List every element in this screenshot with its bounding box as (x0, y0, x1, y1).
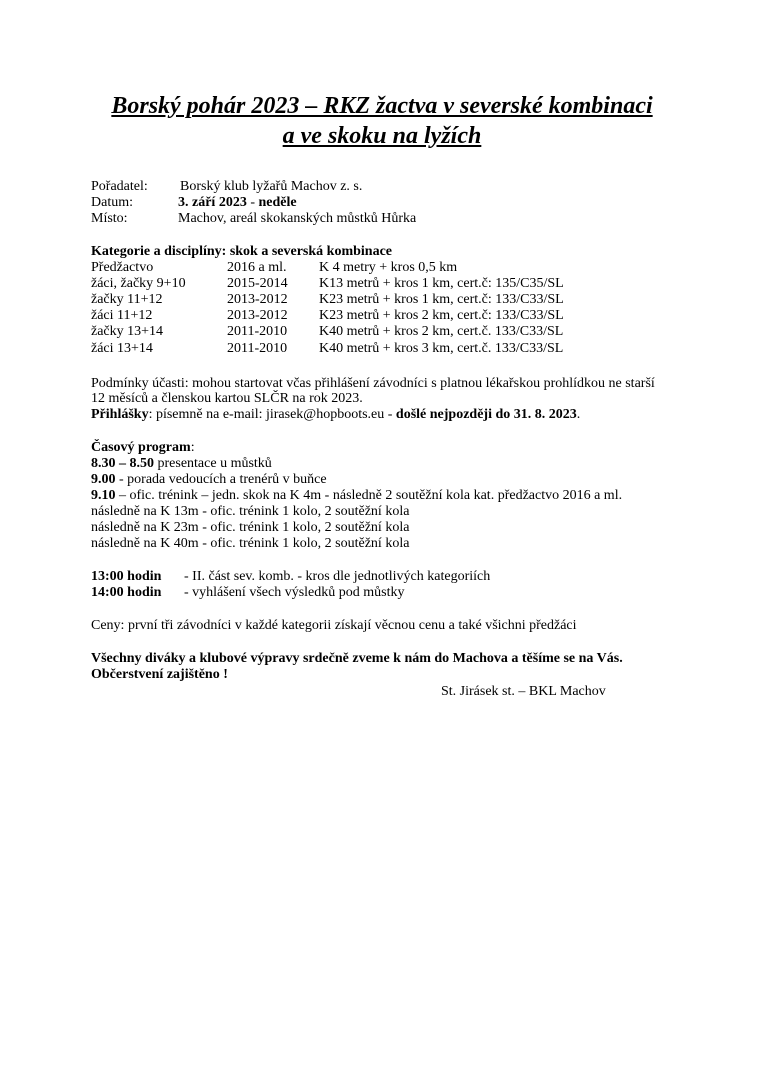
category-name: Předžactvo (91, 260, 154, 275)
title-line-1: Borský pohár 2023 – RKZ žactva v severské kombinaci (111, 93, 653, 119)
document-page: Borský pohár 2023 – RKZ žactva v severské kombinaci a ve skoku na lyžích Pořadatel: Borský klub lyžařů Machov z. s. Datum: 3. září 2023 - neděle Místo: Machov, areál skokanských můstků Hůrka Kategorie a disciplíny: skok a severská kombinace Předžactvo 2016 a ml. K 4 metry + kros 0,5 km žáci, žačky 9+10 2015-2014 K13 metrů + kros 1 km, cert.č: 135/C35/SL žačky 11+12 2013-2012 K23 metrů + kros 1 km, cert.č: 133/C33/SL žáci 11+12 2013-2012 K23 metrů + kros 2 km, cert.č: 133/C33/SL žačky 13+14 2011-2010 K40 metrů + kros 2 km, cert.č. 133/C33/SL žáci 13+14 2011-2010 K40 metrů + kros 3 km, cert.č. 133/C33/SL Podmínky účasti: mohou startovat včas přihlášení závodníci s platnou lékařskou prohlídkou ne starší 12 měsíců a členskou kartou SLČR na rok 2023. Přihlášky: písemně na e-mail: jirasek@hopboots.eu - došlé nejpozději do 31. 8. 2023. Časový program: 8.30 – 8.50 presentace u můstků 9.00 - porada vedoucích a trenérů v buňce 9.10 – ofic. trénink – jedn. skok na K 4m - následně 2 soutěžní kola kat. předžactvo 2016 a ml. následně na K 13m - ofic. trénink 1 kolo, 2 soutěžní kola následně na K 23m - ofic. trénink 1 kolo, 2 soutěžní kola následně na K 40m - ofic. trénink 1 kolo, 2 soutěžní kola 13:00 hodin - II. část sev. komb. - kros dle jednotlivých kategoriích 14:00 hodin - vyhlášení všech výsledků pod můstky Ceny: první tři závodníci v každé kategorii získají věcnou cenu a také všichni předžáci Všechny diváky a klubové výpravy srdečně zveme k nám do Machova a těšíme se na Vás. Občerstvení zajištěno ! St. Jirásek st. – BKL Machov (0, 0, 764, 1080)
category-name: žačky 13+14 (91, 324, 164, 339)
category-discipline: K23 metrů + kros 1 km, cert.č: 133/C33/SL (319, 292, 564, 307)
category-name: žačky 11+12 (91, 292, 163, 307)
date-text: 3. září 2023 (178, 195, 247, 210)
program-heading (91, 440, 195, 456)
info-value (178, 195, 297, 211)
program-row: následně na K 23m - ofic. trénink 1 kolo, 2 soutěžní kola (91, 520, 410, 535)
category-years: 2011-2010 (227, 324, 288, 339)
refreshments-line: Občerstvení zajištěno ! (91, 667, 228, 682)
signature-line: St. Jirásek st. – BKL Machov (441, 684, 606, 699)
category-discipline: K40 metrů + kros 2 km, cert.č. 133/C33/SL (319, 324, 564, 339)
category-discipline: K23 metrů + kros 2 km, cert.č: 133/C33/SL (319, 308, 564, 323)
conditions-line-2: 12 měsíců a členskou kartou SLČR na rok 2023. (91, 391, 363, 406)
category-name: žáci, žačky 9+10 (91, 276, 186, 291)
prizes-line: Ceny: první tři závodníci v každé kategorii získají věcnou cenu a také všichni předžáci (91, 618, 577, 633)
category-discipline: K13 metrů + kros 1 km, cert.č: 135/C35/SL (319, 276, 564, 291)
category-years: 2011-2010 (227, 341, 288, 356)
program-row: následně na K 13m - ofic. trénink 1 kolo, 2 soutěžní kola (91, 504, 410, 519)
registration-line (91, 407, 580, 423)
categories-heading: Kategorie a disciplíny: skok a severská kombinace (91, 244, 393, 259)
category-discipline: K 4 metry + kros 0,5 km (319, 260, 458, 275)
date-day: neděle (258, 195, 297, 210)
program-row: 9.00 - porada vedoucích a trenérů v buňce (91, 472, 327, 487)
category-discipline: K40 metrů + kros 3 km, cert.č. 133/C33/SL (319, 341, 564, 356)
conditions-line-1: Podmínky účasti: mohou startovat včas přihlášení závodníci s platnou lékařskou prohlídkou ne starší (91, 376, 655, 391)
info-value: Machov, areál skokanských můstků Hůrka (178, 211, 417, 226)
category-name: žáci 13+14 (91, 341, 153, 356)
date-sep: - (246, 195, 259, 210)
info-label: Pořadatel: (91, 179, 148, 194)
program-row: následně na K 40m - ofic. trénink 1 kolo, 2 soutěžní kola (91, 536, 410, 551)
invitation-line: Všechny diváky a klubové výpravy srdečně zveme k nám do Machova a těšíme se na Vás. (91, 651, 623, 666)
registration-end: . (576, 407, 581, 422)
category-years: 2013-2012 (227, 308, 288, 323)
category-name: žáci 11+12 (91, 308, 153, 323)
info-label: Místo: (91, 211, 128, 226)
program-row: 9.10 – ofic. trénink – jedn. skok na K 4m - následně 2 soutěžní kola kat. předžactvo 2016 a ml. (91, 488, 623, 503)
program-row: 8.30 – 8.50 presentace u můstků (91, 456, 272, 471)
registration-text: : písemně na e-mail: jirasek@hopboots.eu - (148, 407, 396, 422)
program-heading-label: Časový program (91, 440, 191, 455)
program-heading-colon: : (190, 440, 195, 455)
category-years: 2013-2012 (227, 292, 288, 307)
title-line-2: a ve skoku na lyžích (282, 123, 482, 149)
info-value: Borský klub lyžařů Machov z. s. (180, 179, 363, 194)
category-years: 2015-2014 (227, 276, 288, 291)
info-label: Datum: (91, 195, 133, 210)
category-years: 2016 a ml. (227, 260, 287, 275)
registration-label: Přihlášky (91, 407, 149, 422)
registration-deadline: došlé nejpozději do 31. 8. 2023 (395, 407, 577, 422)
